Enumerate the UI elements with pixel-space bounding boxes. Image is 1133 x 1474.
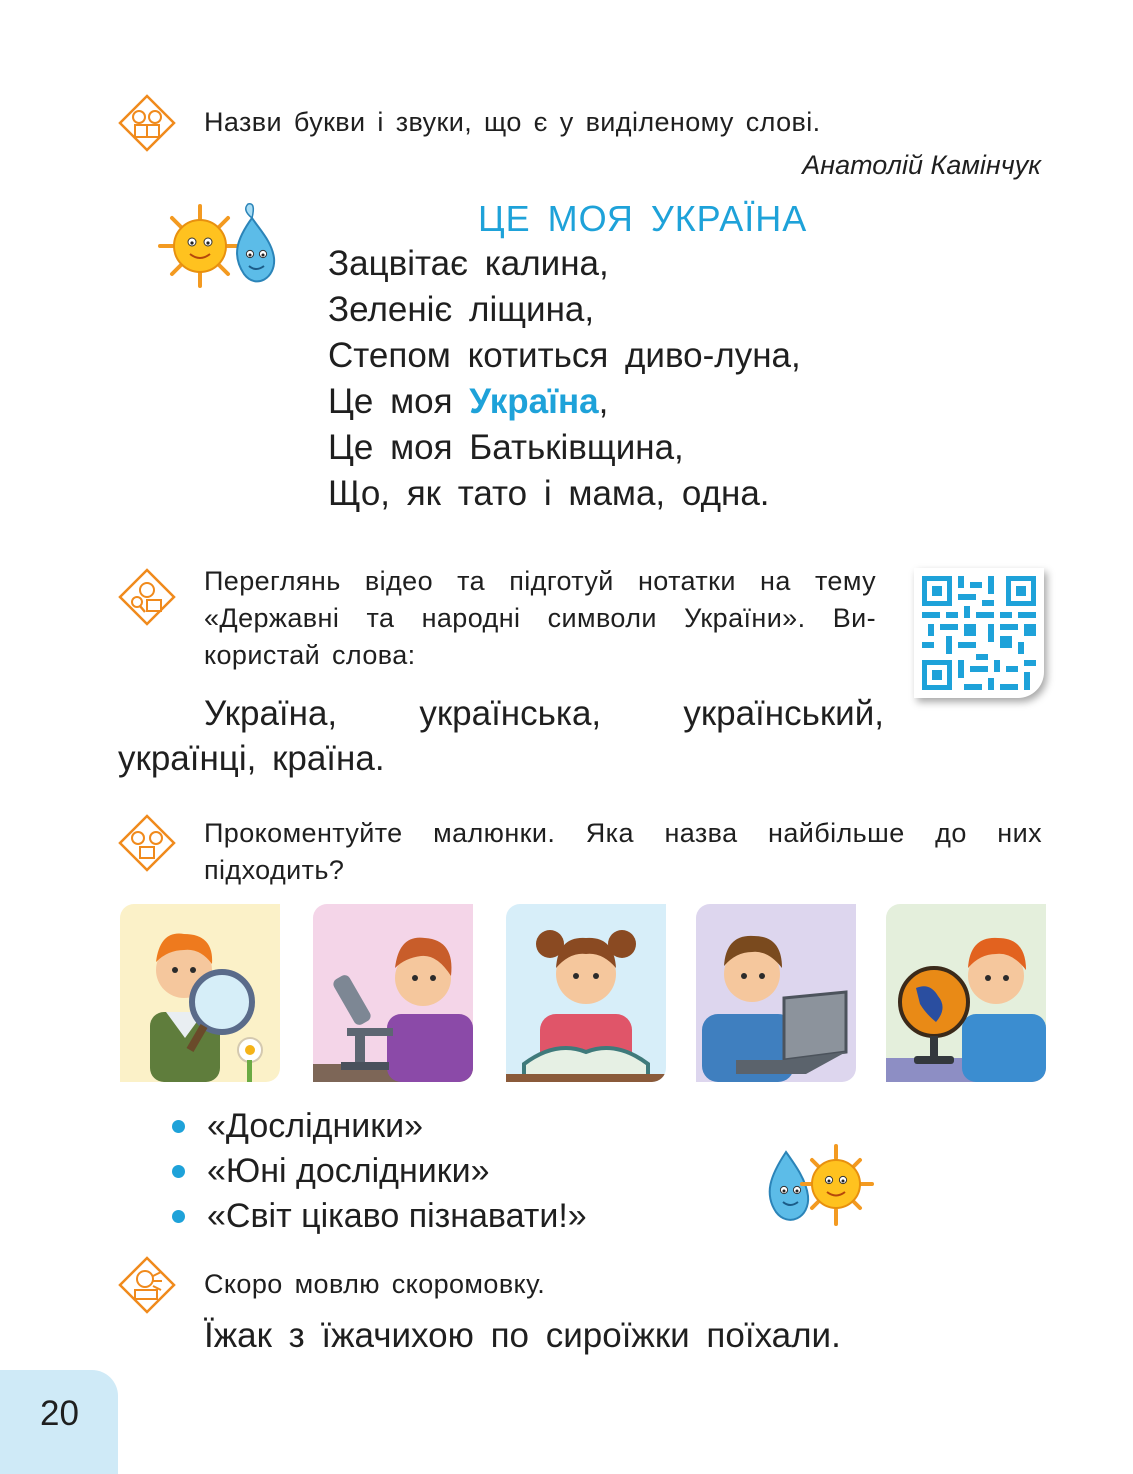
bullet-icon [172,1210,185,1223]
poem-line-2: Зеленіє ліщина, [328,290,595,329]
picture-girl-with-globe [886,904,1046,1082]
bullet-icon [172,1165,185,1178]
picture-boy-with-laptop [696,904,856,1082]
group-discussion-icon [118,814,176,872]
word-1: Україна, [204,694,338,733]
task-1-instruction: Назви букви і звуки, що є у виділеному слові. [204,107,821,137]
poem [328,241,801,517]
task-4-instruction: Скоро мовлю скоромовку. [204,1269,546,1299]
poem-line-5: Це моя Батьківщина, [328,428,684,467]
poem-title: ЦЕ МОЯ УКРАЇНА [478,198,808,239]
task-2-instruction-line-2: «Державні та народні символи України». Ви- [204,603,876,633]
task-3-instruction [204,815,1042,889]
word-3: український, [683,694,884,733]
reader-with-magnifier-icon [118,568,176,626]
task-3-instruction-line-1: Прокоментуйте малюнки. Яка назва найбільше до них [204,818,1042,848]
picture-girl-with-microscope [313,904,473,1082]
page-number: 20 [40,1394,79,1433]
poem-author: Анатолій Камінчук [802,150,1041,180]
highlighted-word: Україна [469,382,599,421]
qr-code[interactable] [914,568,1044,698]
list-item [172,1194,587,1239]
picture-boy-with-magnifier [120,904,280,1082]
picture-girl-reading-book [506,904,666,1082]
poem-line-1: Зацвітає калина, [328,244,609,283]
speaking-child-icon [118,1256,176,1314]
word-list-line-2: українці, країна. [118,739,385,778]
two-readers-icon [118,94,176,152]
task-3-instruction-line-2: підходить? [204,855,345,885]
option-3: «Світ цікаво пізнавати!» [207,1197,587,1235]
list-item [172,1104,587,1149]
option-1: «Дослідники» [207,1107,424,1145]
poem-line-4-end: , [598,382,609,421]
word-2: українська, [419,694,602,733]
drop-and-sun-mascots [752,1138,878,1234]
options-list [172,1104,587,1239]
poem-line-4 [328,379,801,425]
poem-line-6: Що, як тато і мама, одна. [328,474,770,513]
poem-line-4-start: Це моя [328,382,470,421]
tongue-twister: Їжак з їжачихою по сироїжки поїхали. [204,1316,841,1355]
task-2-instruction-line-1: Переглянь відео та підготуй нотатки на тему [204,566,876,596]
bullet-icon [172,1120,185,1133]
task-2-instruction-line-3: користай слова: [204,640,416,670]
task-2-instruction [204,563,876,674]
list-item [172,1149,587,1194]
option-2: «Юні дослідники» [207,1152,490,1190]
sun-and-drop-mascots [152,198,282,294]
poem-line-3: Степом котиться диво-луна, [328,336,801,375]
